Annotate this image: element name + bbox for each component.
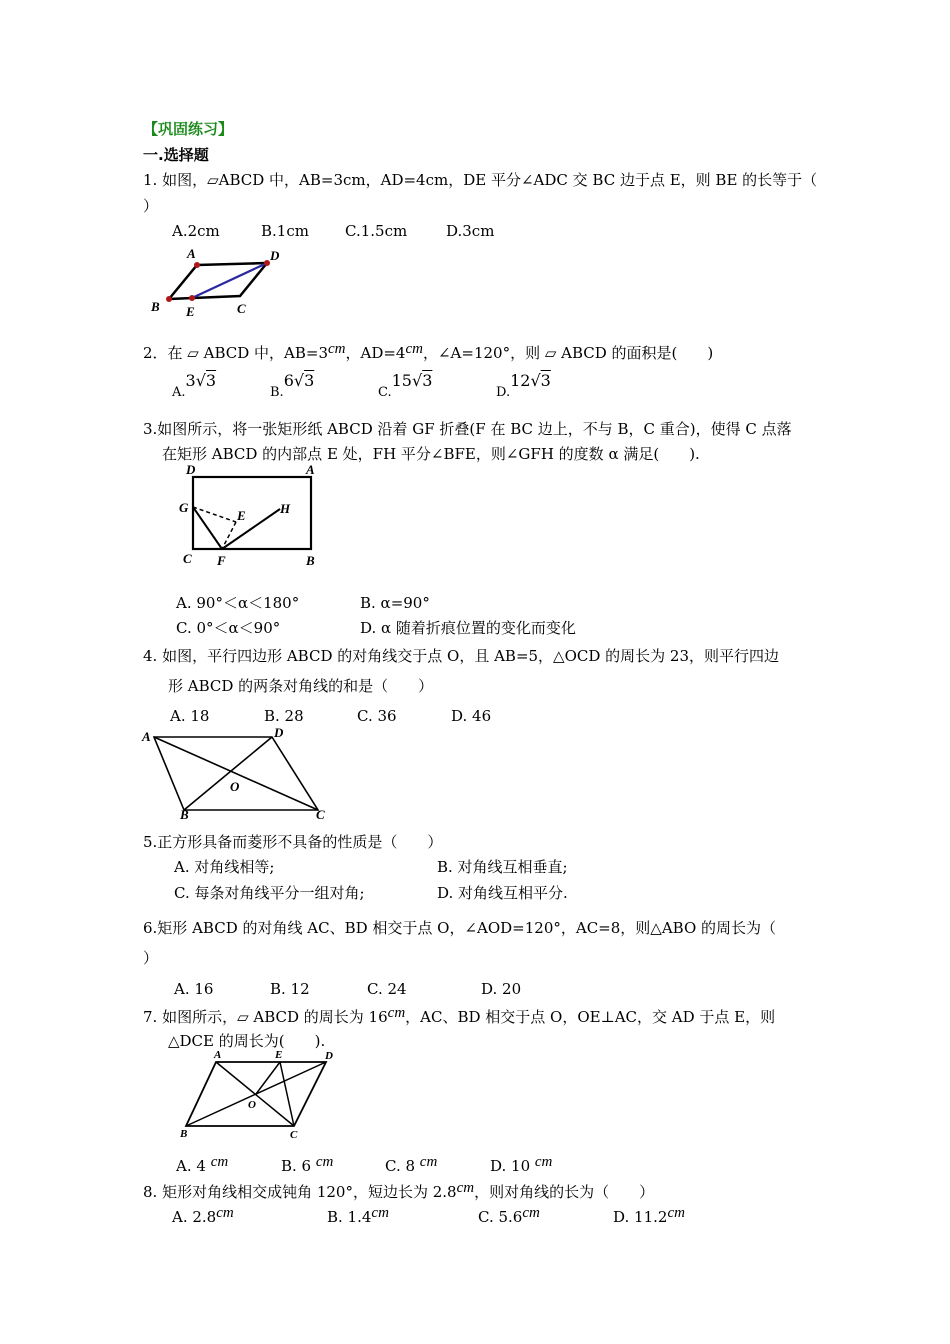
q3-label-g: G bbox=[179, 500, 189, 515]
q2-option-d: D.12√3 bbox=[496, 371, 551, 400]
q4-line2: 形 ABCD 的两条对角线的和是（ ） bbox=[168, 677, 434, 695]
q3-label-d: D bbox=[186, 462, 196, 477]
q1-line1: 1. 如图，▱ABCD 中，AB=3cm，AD=4cm，DE 平分∠ADC 交 BC 边于点 E，则 BE 的长等于（ bbox=[143, 171, 818, 189]
q4-option-b: B. 28 bbox=[264, 707, 304, 725]
q4-label-c: C bbox=[316, 807, 325, 822]
q7-option-c: C. 8 cm bbox=[385, 1154, 438, 1175]
q2-unit-1: cm bbox=[328, 341, 346, 357]
q4-option-a: A. 18 bbox=[170, 707, 210, 725]
q1-label-d: D bbox=[270, 248, 280, 263]
q8-text-a: 8. 矩形对角线相交成钝角 120°，短边长为 2.8 bbox=[143, 1183, 457, 1201]
q2-option-c: C.15√3 bbox=[378, 371, 433, 400]
q5-option-c: C. 每条对角线平分一组对角; bbox=[174, 884, 365, 902]
q1-label-b: B bbox=[151, 299, 160, 314]
q7-unit: cm bbox=[387, 1005, 406, 1021]
q2-option-b: B.6√3 bbox=[270, 371, 315, 400]
q7-option-a: A. 4 cm bbox=[176, 1154, 229, 1175]
q4-option-d: D. 46 bbox=[451, 707, 492, 725]
q4-label-o: O bbox=[230, 779, 240, 794]
q8-option-b: B. 1.4cm bbox=[327, 1205, 389, 1226]
q1-label-e: E bbox=[186, 304, 195, 319]
q1-parallelogram-figure bbox=[145, 243, 295, 323]
q1-label-c: C bbox=[237, 301, 246, 316]
q2-text-c: ，∠A=120°，则 ▱ ABCD 的面积是( ) bbox=[422, 344, 714, 362]
q4-label-b: B bbox=[180, 807, 189, 822]
section-title: 【巩固练习】 bbox=[143, 120, 234, 138]
q3-line2: 在矩形 ABCD 的内部点 E 处，FH 平分∠BFE，则∠GFH 的度数 α 满足( ). bbox=[162, 445, 700, 463]
q6-line2: ） bbox=[143, 949, 159, 967]
q3-option-c: C. 0°＜α＜90° bbox=[176, 619, 281, 637]
q1-option-b: B.1cm bbox=[261, 222, 309, 240]
q6-option-a: A. 16 bbox=[174, 980, 214, 998]
q8-text-b: ，则对角线的长为（ ） bbox=[474, 1183, 655, 1201]
q3-rectangle-figure bbox=[170, 460, 330, 575]
q7-label-c: C bbox=[290, 1129, 298, 1141]
q6-option-b: B. 12 bbox=[270, 980, 310, 998]
q3-label-b: B bbox=[306, 553, 315, 568]
q2-option-a: A.3√3 bbox=[172, 371, 217, 400]
q4-line1: 4. 如图，平行四边形 ABCD 的对角线交于点 O，且 AB=5，△OCD 的周长为 23，则平行四边 bbox=[143, 647, 780, 665]
q7-option-b: B. 6 cm bbox=[281, 1154, 334, 1175]
q8-option-c: C. 5.6cm bbox=[478, 1205, 540, 1226]
q5-line1: 5.正方形具备而菱形不具备的性质是（ ） bbox=[143, 833, 443, 851]
q4-parallelogram-figure bbox=[140, 723, 340, 823]
q7-label-o: O bbox=[248, 1099, 256, 1111]
q2-question bbox=[143, 341, 714, 363]
q7-line1 bbox=[143, 1005, 776, 1027]
part-title: 一.选择题 bbox=[143, 146, 209, 164]
q1-label-a: A bbox=[187, 246, 196, 261]
q3-label-e: E bbox=[237, 508, 246, 523]
q7-option-d: D. 10 cm bbox=[490, 1154, 553, 1175]
q6-line1: 6.矩形 ABCD 的对角线 AC、BD 相交于点 O，∠AOD=120°，AC=8，则△ABO 的周长为（ bbox=[143, 919, 777, 937]
q3-label-c: C bbox=[183, 551, 192, 566]
q7-label-b: B bbox=[180, 1128, 188, 1140]
q7-parallelogram-figure bbox=[172, 1046, 342, 1142]
q3-label-h: H bbox=[280, 501, 291, 516]
q8-unit: cm bbox=[456, 1180, 475, 1196]
q1-option-c: C.1.5cm bbox=[345, 222, 408, 240]
q3-option-a: A. 90°＜α＜180° bbox=[176, 594, 300, 612]
q2-unit-2: cm bbox=[405, 341, 423, 357]
q3-option-d: D. α 随着折痕位置的变化而变化 bbox=[360, 619, 576, 637]
q3-label-a: A bbox=[306, 462, 315, 477]
q7-text-a: 7. 如图所示，▱ ABCD 的周长为 16 bbox=[143, 1008, 388, 1026]
q1-line2: ） bbox=[143, 197, 159, 215]
q4-option-c: C. 36 bbox=[357, 707, 397, 725]
q5-option-a: A. 对角线相等; bbox=[174, 858, 275, 876]
q2-text-b: ，AD=4 bbox=[345, 344, 406, 362]
q1-option-d: D.3cm bbox=[446, 222, 495, 240]
q4-label-d: D bbox=[274, 725, 284, 740]
q6-option-d: D. 20 bbox=[481, 980, 522, 998]
q7-label-e: E bbox=[275, 1049, 283, 1061]
q7-text-b: ，AC、BD 相交于点 O，OE⊥AC，交 AD 于点 E，则 bbox=[405, 1008, 776, 1026]
q7-label-a: A bbox=[214, 1049, 222, 1061]
q5-option-d: D. 对角线互相平分. bbox=[437, 884, 568, 902]
q1-option-a: A.2cm bbox=[172, 222, 220, 240]
q8-option-d: D. 11.2cm bbox=[613, 1205, 685, 1226]
q7-label-d: D bbox=[325, 1050, 333, 1062]
q6-option-c: C. 24 bbox=[367, 980, 407, 998]
q3-line1: 3.如图所示，将一张矩形纸 ABCD 沿着 GF 折叠(F 在 BC 边上，不与 B，C 重合)，使得 C 点落 bbox=[143, 420, 792, 438]
q3-label-f: F bbox=[217, 553, 226, 568]
q8-option-a: A. 2.8cm bbox=[172, 1205, 234, 1226]
q2-text-a: 2．在 ▱ ABCD 中，AB=3 bbox=[143, 344, 328, 362]
q4-label-a: A bbox=[142, 729, 151, 744]
q5-option-b: B. 对角线互相垂直; bbox=[437, 858, 568, 876]
q7-line2: △DCE 的周长为( ). bbox=[168, 1032, 326, 1050]
q3-option-b: B. α=90° bbox=[360, 594, 430, 612]
q8-line1 bbox=[143, 1180, 655, 1202]
